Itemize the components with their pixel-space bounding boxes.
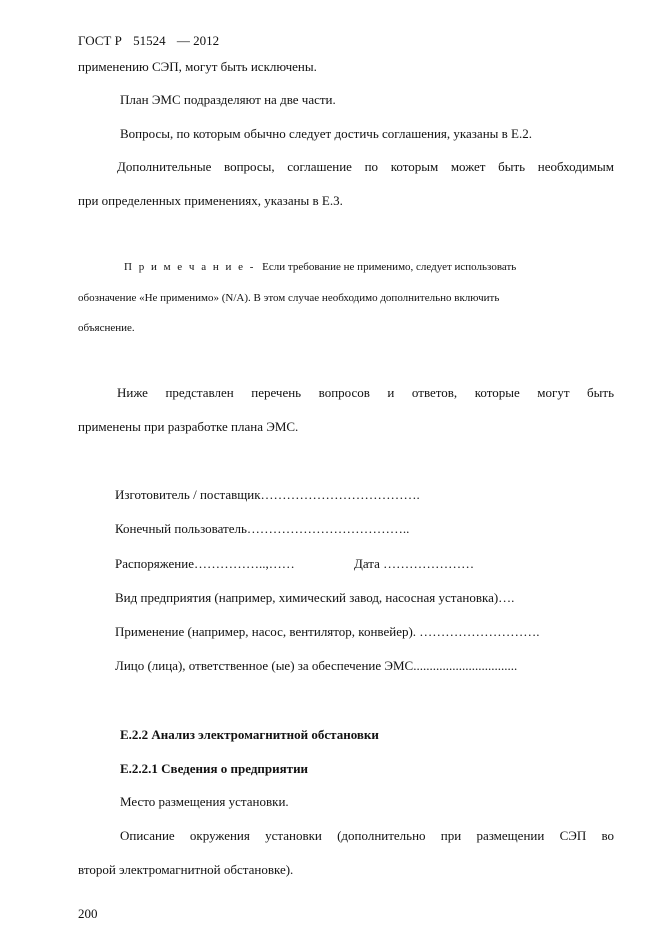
body-line-5: при определенных применениях, указаны в Е.3. [78, 193, 343, 208]
body-line-2: План ЭМС подразделяют на две части. [120, 92, 336, 107]
section-item-2-line-2: второй электромагнитной обстановке). [78, 862, 294, 877]
note-text-3: объяснение. [78, 322, 135, 334]
standard-year: — 2012 [176, 33, 220, 48]
form-order: Распоряжение……………..,…… [115, 556, 295, 571]
form-manufacturer: Изготовитель / поставщик………………………………. [115, 487, 420, 502]
intro-line-2: применены при разработке плана ЭМС. [78, 419, 299, 434]
form-responsible: Лицо (лица), ответственное (ые) за обеспечение ЭМС................................ [115, 658, 518, 673]
standard-code: ГОСТ Р [78, 33, 122, 48]
section-item-1: Место размещения установки. [120, 794, 289, 809]
standard-number: 51524 [133, 33, 166, 48]
body-line-3: Вопросы, по которым обычно следует достичь соглашения, указаны в Е.2. [120, 126, 532, 141]
form-date: Дата ………………… [354, 556, 475, 571]
form-end-user: Конечный пользователь……………………………….. [115, 521, 410, 536]
form-application: Применение (например, насос, вентилятор, конвейер). ………………………. [115, 624, 540, 639]
page-number: 200 [78, 906, 98, 921]
section-subheading: Е.2.2.1 Сведения о предприятии [120, 761, 309, 776]
body-line-4: Дополнительные вопросы, соглашение по которым может быть необходимым [117, 159, 614, 174]
note-first-line [124, 260, 516, 274]
body-line-1: применению СЭП, могут быть исключены. [78, 59, 317, 74]
intro-line-1: Ниже представлен перечень вопросов и ответов, которые могут быть [117, 385, 614, 400]
note-label: П р и м е ч а н и е - [124, 261, 256, 273]
section-item-2-line-1: Описание окружения установки (дополнительно при размещении СЭП во [120, 828, 614, 843]
note-text-2: обозначение «Не применимо» (N/A). В этом случае необходимо дополнительно включить [78, 292, 500, 304]
page-header [78, 33, 219, 49]
form-enterprise-type: Вид предприятия (например, химический завод, насосная установка)…. [115, 590, 515, 605]
note-text-1: Если требование не применимо, следует использовать [262, 261, 517, 273]
section-heading: Е.2.2 Анализ электромагнитной обстановки [120, 727, 379, 742]
